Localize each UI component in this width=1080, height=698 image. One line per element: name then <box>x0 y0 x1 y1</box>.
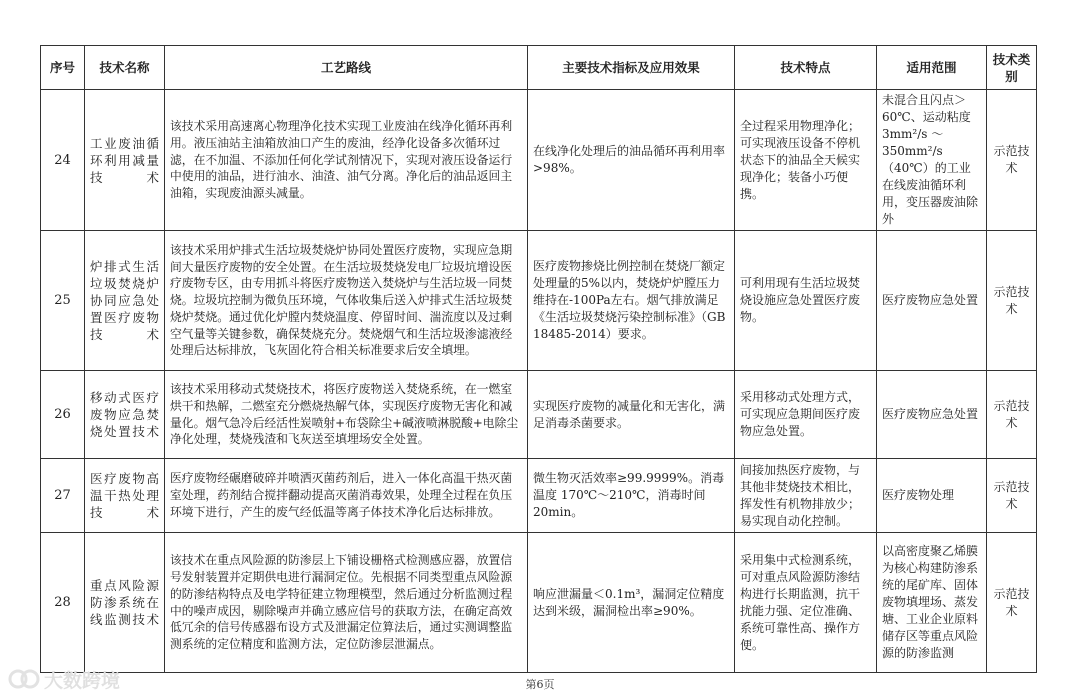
row-scope: 医疗废物处理 <box>877 459 987 533</box>
page-number: 第6页 <box>525 678 555 691</box>
table-row <box>41 459 1037 533</box>
header-effect: 主要技术指标及应用效果 <box>528 46 735 90</box>
row-route: 医疗废物经碾磨破碎并喷洒灭菌药剂后，进入一体化高温干热灭菌室处理，药剂结合搅拌翻动提高灭菌消毒效果，处理全过程在负压环境下进行，产生的废气经低温等离子体技术净化后达标排放。 <box>165 459 528 533</box>
row-num: 28 <box>41 533 85 673</box>
row-scope: 以高密度聚乙烯膜为核心构建防渗系统的尾矿库、固体废物填埋场、蒸发塘、工业企业原料储存区等重点风险源的防渗监测 <box>877 533 987 673</box>
row-feature: 可利用现有生活垃圾焚烧设施应急处置医疗废物。 <box>735 231 877 371</box>
watermark-text: 大数跨境 <box>44 669 121 692</box>
table-header-row <box>41 46 1037 90</box>
row-num: 24 <box>41 90 85 231</box>
row-effect: 实现医疗废物的减量化和无害化，满足消毒杀菌要求。 <box>528 371 735 459</box>
row-scope: 医疗废物应急处置 <box>877 231 987 371</box>
header-feature: 技术特点 <box>735 46 877 90</box>
row-type: 示范技术 <box>987 371 1037 459</box>
technology-table <box>40 45 1037 673</box>
row-num: 26 <box>41 371 85 459</box>
row-route: 该技术在重点风险源的防渗层上下铺设栅格式检测感应器，放置信号发射装置并定期供电进行漏洞定位。先根据不同类型重点风险源的防渗结构特点及电学特征建立物理模型，然后通过分析监测过程中的噪声成因，剔除噪声并确立感应信号的获取方法，在确定高效低冗余的信号传感器布设方式及泄漏定位算法后，通过实测调整监测系统的定位精度和监测方法，定位防渗层泄漏点。 <box>165 533 528 673</box>
row-feature: 采用集中式检测系统，可对重点风险源防渗结构进行长期监测，抗干扰能力强、定位准确、系统可靠性高、操作方便。 <box>735 533 877 673</box>
row-feature: 全过程采用物理净化；可实现液压设备不停机状态下的油品全天候实现净化；装备小巧便携。 <box>735 90 877 231</box>
row-name: 医疗废物高温干热处理技术 <box>85 459 165 533</box>
row-num: 25 <box>41 231 85 371</box>
header-num: 序号 <box>41 46 85 90</box>
row-name: 工业废油循环利用减量技术 <box>85 90 165 231</box>
header-type: 技术类别 <box>987 46 1037 90</box>
row-name: 移动式医疗废物应急焚烧处置技术 <box>85 371 165 459</box>
table-row <box>41 231 1037 371</box>
row-type: 示范技术 <box>987 231 1037 371</box>
row-effect: 在线净化处理后的油品循环再利用率>98%。 <box>528 90 735 231</box>
row-effect: 医疗废物掺烧比例控制在焚烧厂额定处理量的5%以内，焚烧炉炉膛压力维持在-100Pa左右。烟气排放满足《生活垃圾焚烧污染控制标准》（GB 18485-2014）要求。 <box>528 231 735 371</box>
header-route: 工艺路线 <box>165 46 528 90</box>
row-num: 27 <box>41 459 85 533</box>
row-route: 该技术采用移动式焚烧技术，将医疗废物送入焚烧系统，在一燃室烘干和热解，二燃室充分燃烧热解气体，实现医疗废物无害化和减量化。烟气急冷后经活性炭喷射+布袋除尘+碱液喷淋脱酸+电除尘净化处理，焚烧残渣和飞灰送至填埋场安全处置。 <box>165 371 528 459</box>
row-name: 重点风险源防渗系统在线监测技术 <box>85 533 165 673</box>
row-scope: 未混合且闪点＞60℃、运动粘度3mm²/s ～ 350mm²/s（40℃）的工业在线废油循环利用，变压器废油除外 <box>877 90 987 231</box>
table-row <box>41 371 1037 459</box>
row-scope: 医疗废物应急处置 <box>877 371 987 459</box>
row-feature: 采用移动式处理方式，可实现应急期间医疗废物应急处置。 <box>735 371 877 459</box>
row-route: 该技术采用高速离心物理净化技术实现工业废油在线净化循环再利用。液压油站主油箱放油口产生的废油，经净化设备多次循环过滤，在不加温、不添加任何化学试剂情况下，实现对液压设备运行中使用的油品，进行油水、油渣、油气分离。净化后的油品返回主油箱，实现废油源头减量。 <box>165 90 528 231</box>
row-name: 炉排式生活垃圾焚烧炉协同应急处置医疗废物技术 <box>85 231 165 371</box>
row-type: 示范技术 <box>987 459 1037 533</box>
row-route: 该技术采用炉排式生活垃圾焚烧炉协同处置医疗废物，实现应急期间大量医疗废物的安全处置。在生活垃圾焚烧发电厂垃圾坑增设医疗废物专区，由专用抓斗将医疗废物送入焚烧炉与生活垃圾一同焚烧。垃圾坑控制为微负压环境，气体收集后送入炉排式生活垃圾焚烧炉焚烧。通过优化炉膛内焚烧温度、停留时间、湍流度以及过剩空气量等关键参数，确保焚烧充分。焚烧烟气和生活垃圾渗滤液经处理后达标排放，飞灰固化符合相关标准要求后安全填埋。 <box>165 231 528 371</box>
row-type: 示范技术 <box>987 90 1037 231</box>
row-effect: 微生物灭活效率≥99.9999%。消毒温度 170℃～210℃，消毒时间20min。 <box>528 459 735 533</box>
table-row <box>41 90 1037 231</box>
header-name: 技术名称 <box>85 46 165 90</box>
table-row <box>41 533 1037 673</box>
row-feature: 间接加热医疗废物，与其他非焚烧技术相比，挥发性有机物排放少；易实现自动化控制。 <box>735 459 877 533</box>
header-scope: 适用范围 <box>877 46 987 90</box>
row-type: 示范技术 <box>987 533 1037 673</box>
row-effect: 响应泄漏量＜0.1m³，漏洞定位精度达到米级，漏洞检出率≥90%。 <box>528 533 735 673</box>
